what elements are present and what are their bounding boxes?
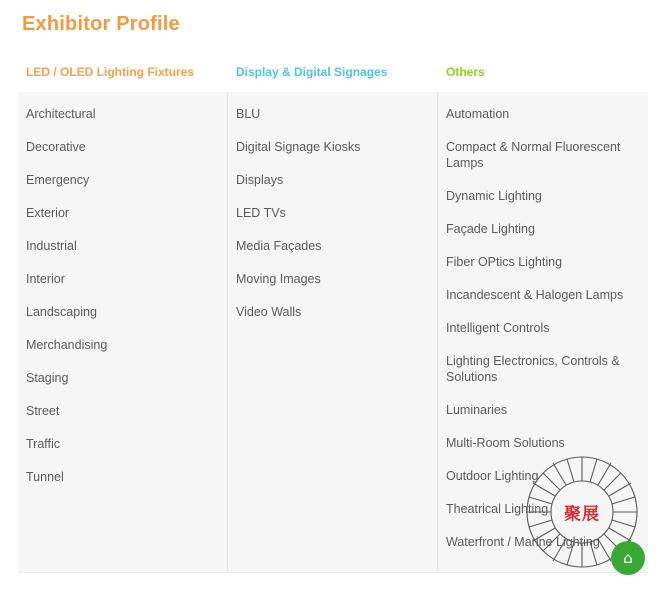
list-item: Industrial [26, 239, 77, 253]
list-item: Emergency [26, 173, 90, 187]
column-items [228, 92, 438, 572]
list-item: Compact & Normal Fluorescent Lamps [446, 140, 621, 170]
category-column-led-oled [18, 52, 228, 572]
list-item: Exterior [26, 206, 70, 220]
list-item: Fiber OPtics Lighting [446, 255, 563, 269]
list-item: Lighting Electronics, Controls & Solutions [446, 354, 620, 384]
divider [18, 572, 648, 573]
column-items [18, 92, 228, 572]
list-item: Waterfront / Marine Lighting [446, 535, 600, 549]
list-item: Street [26, 404, 60, 418]
list-item: BLU [236, 107, 261, 121]
list-item: Automation [446, 107, 510, 121]
list-item: Digital Signage Kiosks [236, 140, 361, 154]
list-item: Staging [26, 371, 69, 385]
list-item: Tunnel [26, 470, 64, 484]
list-item: Outdoor Lighting [446, 469, 539, 483]
page-title: Exhibitor Profile [22, 13, 180, 35]
list-item: Media Façades [236, 239, 322, 253]
watermark-badge-icon: ⌂ [611, 541, 645, 575]
list-item: Architectural [26, 107, 96, 121]
list-item: Moving Images [236, 272, 321, 286]
list-item: Luminaries [446, 403, 508, 417]
list-item: Façade Lighting [446, 222, 535, 236]
list-item: Theatrical Lighting [446, 502, 549, 516]
list-item: LED TVs [236, 206, 286, 220]
column-items [438, 92, 648, 572]
list-item: Landscaping [26, 305, 97, 319]
list-item: Merchandising [26, 338, 108, 352]
profile-columns [18, 52, 648, 572]
category-column-display-signage [228, 52, 438, 572]
list-item: Multi-Room Solutions [446, 436, 565, 450]
column-heading: LED / OLED Lighting Fixtures [26, 65, 194, 79]
list-item: Traffic [26, 437, 61, 451]
column-heading: Others [446, 65, 485, 79]
list-item: Incandescent & Halogen Lamps [446, 288, 624, 302]
column-heading: Display & Digital Signages [236, 65, 388, 79]
category-column-others [438, 52, 648, 572]
watermark-text: 聚展 [564, 504, 600, 525]
list-item: Displays [236, 173, 284, 187]
list-item: Decorative [26, 140, 86, 154]
list-item: Interior [26, 272, 65, 286]
list-item: Dynamic Lighting [446, 189, 542, 203]
list-item: Video Walls [236, 305, 302, 319]
list-item: Intelligent Controls [446, 321, 550, 335]
